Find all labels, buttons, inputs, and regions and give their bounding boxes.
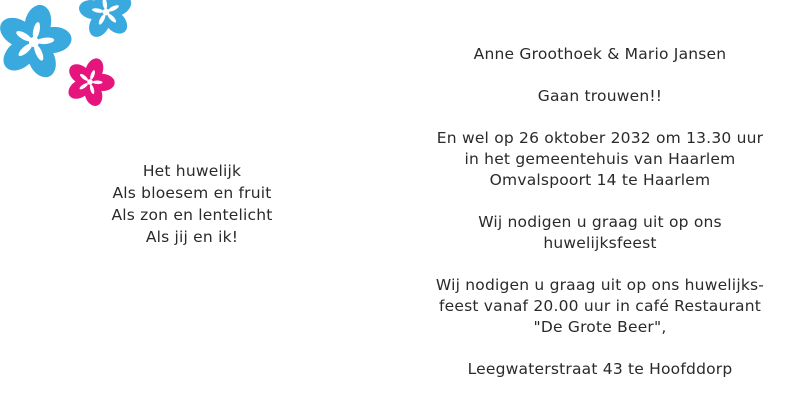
poem-line: Het huwelijk — [142, 162, 242, 180]
pink-flower-icon — [57, 50, 123, 110]
blue-flower-icon — [74, 0, 139, 43]
invitation-text — [410, 44, 790, 380]
invite-line: huwelijksfeest — [543, 234, 657, 252]
party-line: Wij nodigen u graag uit op ons huwelijks- — [435, 276, 765, 294]
party-venue-name: "De Grote Beer", — [533, 318, 667, 336]
party-address-block — [410, 359, 790, 380]
ceremony-address: Omvalspoort 14 te Haarlem — [489, 171, 711, 189]
couple-names-block — [410, 44, 790, 65]
blue-flower-icon — [0, 0, 81, 88]
party-line: feest vanaf 20.00 uur in café Restaurant — [438, 297, 762, 315]
flower-decoration — [0, 0, 140, 110]
announcement: Gaan trouwen!! — [537, 87, 663, 105]
ceremony-date: En wel op 26 oktober 2032 om 13.30 uur — [436, 129, 764, 147]
poem-line: Als bloesem en fruit — [112, 184, 272, 202]
poem-line: Als zon en lentelicht — [111, 206, 273, 224]
poem — [92, 160, 292, 248]
ceremony-venue: in het gemeentehuis van Haarlem — [464, 150, 736, 168]
couple-names: Anne Groothoek & Mario Jansen — [473, 45, 727, 63]
invite-line: Wij nodigen u graag uit op ons — [478, 213, 722, 231]
poem-line: Als jij en ik! — [145, 228, 239, 246]
ceremony-block — [410, 128, 790, 191]
party-block — [410, 275, 790, 338]
announcement-block — [410, 86, 790, 107]
party-address: Leegwaterstraat 43 te Hoofddorp — [467, 360, 733, 378]
invite-block — [410, 212, 790, 254]
